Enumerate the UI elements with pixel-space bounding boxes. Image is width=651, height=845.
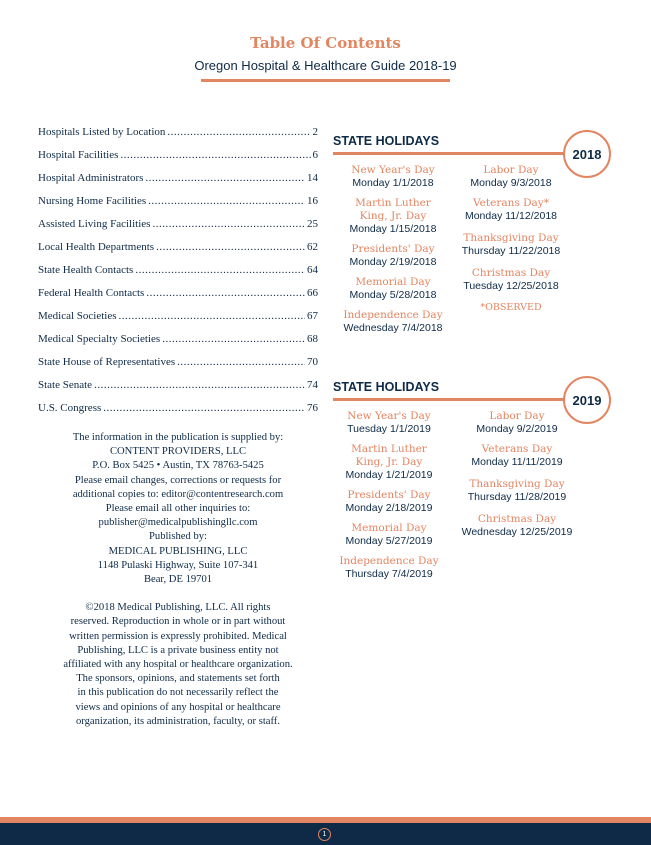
legal-line: affiliated with any hospital or healthcare organization. — [63, 659, 293, 671]
header-divider — [201, 79, 450, 82]
legal-line: The sponsors, opinions, and statements set forth — [76, 673, 280, 685]
holiday-name: Independence Day — [339, 555, 439, 567]
holidays-column-left — [333, 410, 445, 588]
toc-leader — [103, 402, 305, 414]
toc-entry[interactable] — [38, 218, 318, 241]
toc-page: 67 — [307, 310, 318, 322]
observed-note: *OBSERVED — [480, 302, 542, 313]
toc-page: 62 — [307, 241, 318, 253]
holiday-name: Labor Day — [483, 164, 539, 176]
toc-entry[interactable] — [38, 149, 318, 172]
toc-entry[interactable] — [38, 379, 318, 402]
toc-leader — [135, 264, 305, 276]
toc-label: Local Health Departments — [38, 241, 155, 253]
toc-entry[interactable] — [38, 402, 318, 425]
holidays-column-right — [455, 164, 567, 313]
legal-line: written permission is expressly prohibited. Medical — [69, 630, 287, 642]
holidays-rule — [333, 152, 573, 155]
holidays-2018-section — [333, 134, 613, 334]
holiday-date: Monday 11/11/2019 — [471, 456, 563, 468]
toc-page: 16 — [307, 195, 318, 207]
holiday-name: Thanksgiving Day — [463, 232, 559, 244]
holiday-date: Monday 1/15/2018 — [349, 223, 437, 235]
toc-page: 14 — [307, 172, 318, 184]
toc-entry[interactable] — [38, 264, 318, 287]
toc-entry[interactable] — [38, 356, 318, 379]
holiday-item — [455, 267, 567, 293]
toc-label: Hospital Facilities — [38, 149, 119, 161]
holiday-date: Monday 11/12/2018 — [464, 210, 558, 222]
toc-page: 25 — [307, 218, 318, 230]
info-line: CONTENT PROVIDERS, LLC — [109, 446, 247, 458]
toc-leader — [162, 333, 305, 345]
toc-label: Medical Specialty Societies — [38, 333, 161, 345]
legal-line: reserved. Reproduction in whole or in part without — [70, 616, 286, 628]
holiday-item — [455, 513, 579, 539]
toc-entry[interactable] — [38, 126, 318, 149]
info-line: Bear, DE 19701 — [143, 574, 213, 586]
toc-page: 76 — [307, 402, 318, 414]
holidays-column-left — [333, 164, 453, 342]
holiday-date: Monday 2/18/2019 — [345, 502, 433, 514]
toc-page: 74 — [307, 379, 318, 391]
toc-label: State House of Representatives — [38, 356, 176, 368]
holiday-name: King, Jr. Day — [355, 456, 423, 468]
holiday-item — [333, 410, 445, 436]
legal-line: in this publication do not necessarily reflect the — [77, 687, 279, 699]
holiday-name: Independence Day — [343, 309, 443, 321]
holiday-item — [333, 197, 453, 236]
holiday-name: Presidents' Day — [351, 243, 435, 255]
holidays-column-right — [455, 410, 579, 546]
holiday-item — [333, 309, 453, 335]
holiday-name: Labor Day — [489, 410, 545, 422]
holiday-date: Tuesday 1/1/2019 — [347, 423, 431, 435]
holiday-name: Memorial Day — [355, 276, 431, 288]
holiday-date: Monday 9/3/2018 — [470, 177, 552, 189]
legal-line: ©2018 Medical Publishing, LLC. All rights — [85, 602, 271, 614]
holiday-item — [333, 522, 445, 548]
info-line: additional copies to: editor@contentresearch.com — [72, 488, 284, 500]
info-line: Published by: — [149, 531, 207, 543]
holiday-date: Wednesday 12/25/2019 — [461, 526, 573, 538]
info-line: publisher@medicalpublishingllc.com — [98, 517, 258, 529]
toc-page: 70 — [307, 356, 318, 368]
holiday-date: Tuesday 12/25/2018 — [463, 280, 559, 292]
info-line: Please email all other inquiries to: — [105, 503, 251, 515]
info-line: Please email changes, corrections or requests for — [74, 474, 282, 486]
holidays-2019-section — [333, 380, 613, 580]
toc-label: Assisted Living Facilities — [38, 218, 151, 230]
toc-leader — [156, 241, 305, 253]
holiday-date: Wednesday 7/4/2018 — [343, 322, 443, 334]
holiday-item — [333, 489, 445, 515]
toc-entry[interactable] — [38, 195, 318, 218]
toc-label: Medical Societies — [38, 310, 117, 322]
legal-line: views and opinions of any hospital or healthcare — [75, 701, 281, 713]
holiday-name: New Year's Day — [347, 410, 431, 422]
toc-label: State Senate — [38, 379, 93, 391]
toc-leader — [167, 126, 310, 138]
toc-entry[interactable] — [38, 310, 318, 333]
holiday-item — [333, 243, 453, 269]
holiday-name: New Year's Day — [351, 164, 435, 176]
toc-leader — [152, 218, 305, 230]
legal-notice — [38, 601, 318, 729]
holiday-name: Memorial Day — [351, 522, 427, 534]
holiday-name: Martin Luther — [355, 197, 431, 209]
holidays-heading: STATE HOLIDAYS — [333, 380, 440, 394]
holiday-name: Presidents' Day — [347, 489, 431, 501]
legal-line: organization, its administration, faculty, or staff. — [76, 715, 280, 727]
holiday-date: Monday 1/21/2019 — [345, 469, 433, 481]
holiday-date: Monday 2/19/2018 — [349, 256, 437, 268]
holiday-item — [333, 555, 445, 581]
holiday-date: Thursday 11/22/2018 — [461, 245, 561, 257]
publication-info — [38, 431, 318, 729]
toc-leader — [145, 172, 305, 184]
holiday-date: Monday 5/27/2019 — [345, 535, 433, 547]
toc-leader — [146, 287, 305, 299]
toc-label: Hospitals Listed by Location — [38, 126, 166, 138]
holiday-date: Thursday 7/4/2019 — [345, 568, 433, 580]
holiday-name: Veterans Day* — [473, 197, 549, 209]
toc-entry[interactable] — [38, 241, 318, 264]
holiday-item — [333, 276, 453, 302]
holiday-date: Monday 5/28/2018 — [349, 289, 437, 301]
toc-entry[interactable] — [38, 333, 318, 356]
holidays-heading: STATE HOLIDAYS — [333, 134, 440, 148]
toc-label: State Health Contacts — [38, 264, 134, 276]
page-header — [0, 34, 651, 73]
legal-line: Publishing, LLC is a private business entity not — [77, 644, 279, 656]
toc-page: 64 — [307, 264, 318, 276]
toc-page: 66 — [307, 287, 318, 299]
holiday-item — [455, 443, 579, 469]
holiday-name: Thanksgiving Day — [469, 478, 565, 490]
holiday-item — [455, 232, 567, 258]
page-subtitle: Oregon Hospital & Healthcare Guide 2018-19 — [194, 58, 457, 73]
toc-leader — [148, 195, 305, 207]
toc-page: 68 — [307, 333, 318, 345]
holiday-item — [455, 410, 579, 436]
toc-label: Nursing Home Facilities — [38, 195, 147, 207]
toc-leader — [177, 356, 305, 368]
toc-leader — [94, 379, 305, 391]
toc-label: Hospital Administrators — [38, 172, 144, 184]
holiday-item — [455, 164, 567, 190]
info-line: P.O. Box 5425 • Austin, TX 78763-5425 — [92, 460, 264, 472]
holiday-name: Christmas Day — [471, 267, 551, 279]
holiday-item — [455, 197, 567, 223]
toc-label: Federal Health Contacts — [38, 287, 145, 299]
info-line: The information in the publication is supplied by: — [72, 432, 284, 443]
toc-leader — [119, 310, 305, 322]
holiday-item — [455, 478, 579, 504]
toc-leader — [120, 149, 310, 161]
info-line: MEDICAL PUBLISHING, LLC — [108, 545, 248, 557]
holiday-name: Christmas Day — [477, 513, 557, 525]
toc-entry[interactable] — [38, 172, 318, 195]
holidays-rule — [333, 398, 573, 401]
holiday-item — [333, 443, 445, 482]
holiday-name: Martin Luther — [351, 443, 427, 455]
toc-page: 2 — [312, 126, 318, 138]
holiday-name: Veterans Day — [481, 443, 553, 455]
holiday-date: Thursday 11/28/2019 — [467, 491, 567, 503]
page-title: Table Of Contents — [250, 34, 401, 52]
holiday-item — [333, 164, 453, 190]
toc-label: U.S. Congress — [38, 402, 102, 414]
year-badge: 2018 — [563, 130, 611, 178]
year-badge: 2019 — [563, 376, 611, 424]
holiday-date: Monday 1/1/2018 — [352, 177, 434, 189]
holiday-name: King, Jr. Day — [359, 210, 427, 222]
table-of-contents — [38, 126, 318, 425]
toc-page: 6 — [312, 149, 318, 161]
toc-entry[interactable] — [38, 287, 318, 310]
page-number: 1 — [318, 828, 331, 841]
holiday-date: Monday 9/2/2019 — [476, 423, 558, 435]
info-line: 1148 Pulaski Highway, Suite 107-341 — [97, 559, 259, 571]
